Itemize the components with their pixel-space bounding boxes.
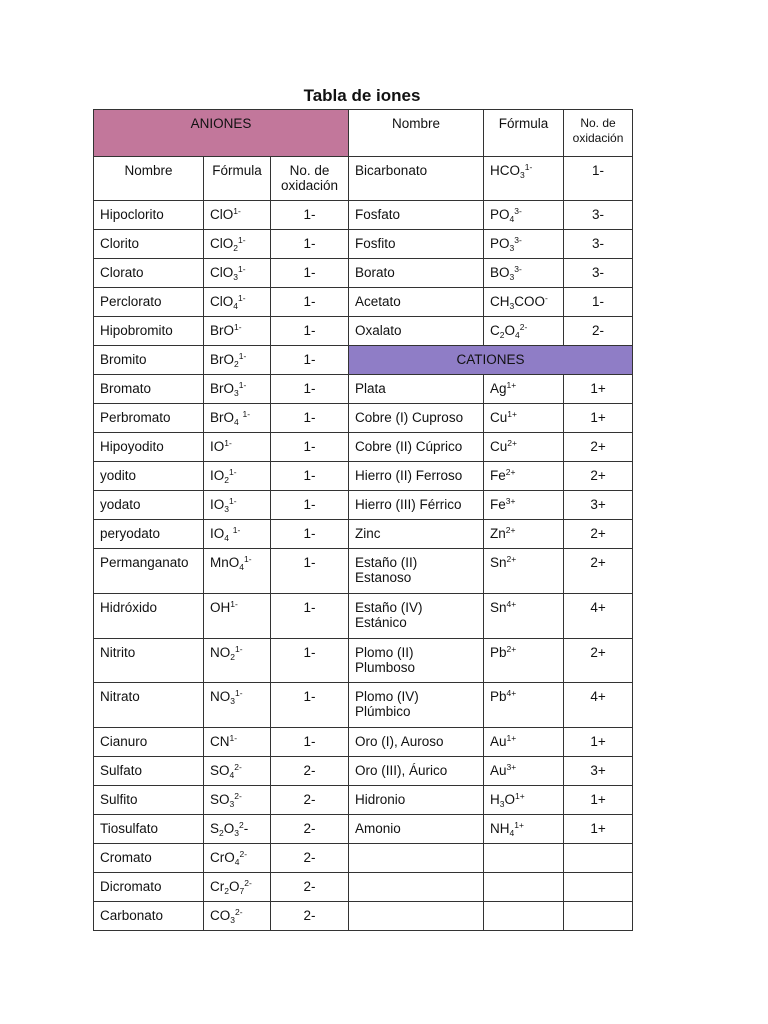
anion-name: Hipobromito	[94, 317, 204, 346]
anion-name: Borato	[349, 259, 484, 288]
table-row	[94, 346, 633, 375]
cation-name: Plata	[349, 375, 484, 404]
anion-oxidation: 3-	[564, 230, 633, 259]
cation-name: Cobre (I) Cuproso	[349, 404, 484, 433]
cation-name: Plomo (IV) Plúmbico	[349, 683, 484, 728]
anion-formula: $NO_3^{1-}$	[204, 683, 271, 728]
anion-oxidation: 1-	[271, 317, 349, 346]
cation-formula: $Ag^{1+}$	[484, 375, 564, 404]
anion-name: Carbonato	[94, 902, 204, 931]
anion-name: Bromito	[94, 346, 204, 375]
table-row	[94, 520, 633, 549]
anion-oxidation: 2-	[564, 317, 633, 346]
table-row	[94, 815, 633, 844]
empty-cell	[564, 902, 633, 931]
anion-oxidation: 1-	[271, 433, 349, 462]
empty-cell	[484, 902, 564, 931]
anion-oxidation: 1-	[271, 259, 349, 288]
cation-oxidation: 1+	[564, 375, 633, 404]
cation-oxidation: 1+	[564, 728, 633, 757]
table-row	[94, 259, 633, 288]
anion-formula: $IO_2^{1-}$	[204, 462, 271, 491]
table-row	[94, 549, 633, 594]
anion-oxidation: 1-	[271, 683, 349, 728]
anion-formula: CrO$_4^{2-}$	[204, 844, 271, 873]
cation-name: Oro (III), Áurico	[349, 757, 484, 786]
anion-oxidation: 2-	[271, 786, 349, 815]
anion-name: Tiosulfato	[94, 815, 204, 844]
anion-oxidation: 1-	[564, 288, 633, 317]
anion-name: Acetato	[349, 288, 484, 317]
anion-oxidation: 3-	[564, 259, 633, 288]
cation-name: Hidronio	[349, 786, 484, 815]
empty-cell	[564, 844, 633, 873]
anion-formula: $CH_3COO^-$	[484, 288, 564, 317]
anion-oxidation: 1-	[271, 346, 349, 375]
cation-oxidation: 2+	[564, 462, 633, 491]
cation-formula: $Pb^{4+}$	[484, 683, 564, 728]
anion-name: Oxalato	[349, 317, 484, 346]
anion-name: Hidróxido	[94, 594, 204, 639]
page-title: Tabla de iones	[303, 86, 421, 105]
anion-name: Perclorato	[94, 288, 204, 317]
anion-oxidation: 1-	[271, 520, 349, 549]
cation-oxidation: 2+	[564, 433, 633, 462]
cation-formula: $Fe^{3+}$	[484, 491, 564, 520]
cation-oxidation: 3+	[564, 757, 633, 786]
anion-formula: $CO_3^{2-}$	[204, 902, 271, 931]
anion-name: Fosfato	[349, 201, 484, 230]
anion-formula: MnO$_4^{1-}$	[204, 549, 271, 594]
table-row	[94, 201, 633, 230]
cation-formula: $Sn^{2+}$	[484, 549, 564, 594]
cation-formula: $Cu^{2+}$	[484, 433, 564, 462]
anion-oxidation: 3-	[564, 201, 633, 230]
anion-name: Hipoclorito	[94, 201, 204, 230]
anion-formula: BrO$^{1-}$	[204, 317, 271, 346]
table-row	[94, 462, 633, 491]
table-row	[94, 683, 633, 728]
anion-oxidation: 1-	[271, 728, 349, 757]
anion-oxidation: 2-	[271, 757, 349, 786]
anion-name: Permanganato	[94, 549, 204, 594]
cation-oxidation: 2+	[564, 520, 633, 549]
cation-name: Hierro (III) Férrico	[349, 491, 484, 520]
anion-formula: $HCO_3^{1-}$	[484, 157, 564, 201]
anion-formula: $BO_3^{3-}$	[484, 259, 564, 288]
empty-cell	[564, 873, 633, 902]
cation-formula: $Cu^{1+}$	[484, 404, 564, 433]
empty-cell	[484, 844, 564, 873]
anion-formula: BrO$_2^{1-}$	[204, 346, 271, 375]
anion-name: Nitrato	[94, 683, 204, 728]
empty-cell	[349, 844, 484, 873]
cation-oxidation: 4+	[564, 594, 633, 639]
cation-name: Estaño (IV) Estánico	[349, 594, 484, 639]
cationes-header: CATIONES	[349, 346, 633, 375]
anion-name: Hipoyodito	[94, 433, 204, 462]
anion-name: Clorito	[94, 230, 204, 259]
left-header-nombre: Nombre	[94, 157, 204, 201]
header-row-1	[94, 110, 633, 157]
anion-name: Cromato	[94, 844, 204, 873]
cation-oxidation: 3+	[564, 491, 633, 520]
anion-formula: $CN^{1-}$	[204, 728, 271, 757]
cation-oxidation: 2+	[564, 639, 633, 683]
anion-oxidation: 1-	[271, 375, 349, 404]
anion-oxidation: 1-	[271, 404, 349, 433]
anion-oxidation: 2-	[271, 844, 349, 873]
anion-name: Bicarbonato	[349, 157, 484, 201]
cation-name: Cobre (II) Cúprico	[349, 433, 484, 462]
anion-formula: ClO$_4^{1-}$	[204, 288, 271, 317]
right-header-oxidacion: No. de oxidación	[564, 110, 633, 157]
anion-oxidation: 2-	[271, 902, 349, 931]
anion-oxidation: 1-	[271, 549, 349, 594]
anion-formula: BrO$_3^{1-}$	[204, 375, 271, 404]
table-row	[94, 491, 633, 520]
cation-oxidation: 2+	[564, 549, 633, 594]
cation-formula: $Zn^{2+}$	[484, 520, 564, 549]
table-row	[94, 594, 633, 639]
anion-formula: $NO_2^{1-}$	[204, 639, 271, 683]
anion-name: Sulfito	[94, 786, 204, 815]
anion-name: Fosfito	[349, 230, 484, 259]
cation-formula: $H_3O^{1+}$	[484, 786, 564, 815]
anion-formula: $IO^{1-}$	[204, 433, 271, 462]
cation-formula: $Au^{1+}$	[484, 728, 564, 757]
anion-formula: BrO$_4$ $^{1-}$	[204, 404, 271, 433]
anion-formula: $PO_3^{3-}$	[484, 230, 564, 259]
left-header-formula: Fórmula	[204, 157, 271, 201]
anion-oxidation: 1-	[271, 201, 349, 230]
table-row	[94, 288, 633, 317]
anion-oxidation: 1-	[271, 639, 349, 683]
table-row	[94, 639, 633, 683]
cation-name: Hierro (II) Ferroso	[349, 462, 484, 491]
anion-name: Sulfato	[94, 757, 204, 786]
empty-cell	[484, 873, 564, 902]
cation-formula: $Au^{3+}$	[484, 757, 564, 786]
cation-oxidation: 1+	[564, 786, 633, 815]
header-row-2	[94, 157, 633, 201]
anion-oxidation: 1-	[271, 230, 349, 259]
cation-name: Plomo (II) Plumboso	[349, 639, 484, 683]
cation-name: Oro (I), Auroso	[349, 728, 484, 757]
left-header-oxidacion: No. de oxidación	[271, 157, 349, 201]
cation-formula: $Fe^{2+}$	[484, 462, 564, 491]
aniones-header: ANIONES	[94, 110, 349, 157]
cation-oxidation: 1+	[564, 404, 633, 433]
cation-oxidation: 1+	[564, 815, 633, 844]
anion-oxidation: 1-	[564, 157, 633, 201]
cation-formula: $Sn^{4+}$	[484, 594, 564, 639]
anion-formula: $SO_3^{2-}$	[204, 786, 271, 815]
table-row	[94, 902, 633, 931]
cation-name: Amonio	[349, 815, 484, 844]
anion-name: yodito	[94, 462, 204, 491]
cation-name: Estaño (II) Estanoso	[349, 549, 484, 594]
table-row	[94, 873, 633, 902]
cation-formula: $NH_4^{1+}$	[484, 815, 564, 844]
anion-oxidation: 1-	[271, 594, 349, 639]
ion-table	[93, 109, 633, 931]
table-row	[94, 728, 633, 757]
anion-name: Dicromato	[94, 873, 204, 902]
cation-formula: $Pb^{2+}$	[484, 639, 564, 683]
anion-name: peryodato	[94, 520, 204, 549]
anion-name: Bromato	[94, 375, 204, 404]
table-row	[94, 404, 633, 433]
anion-oxidation: 1-	[271, 491, 349, 520]
table-row	[94, 433, 633, 462]
anion-formula: $IO_3^{1-}$	[204, 491, 271, 520]
anion-name: Clorato	[94, 259, 204, 288]
anion-name: Nitrito	[94, 639, 204, 683]
anion-name: yodato	[94, 491, 204, 520]
anion-formula: $SO_4^{2-}$	[204, 757, 271, 786]
table-row	[94, 844, 633, 873]
anion-oxidation: 1-	[271, 288, 349, 317]
anion-formula: $OH^{1-}$	[204, 594, 271, 639]
right-header-nombre: Nombre	[349, 110, 484, 157]
table-row	[94, 375, 633, 404]
table-row	[94, 757, 633, 786]
anion-oxidation: 2-	[271, 815, 349, 844]
empty-cell	[349, 873, 484, 902]
anion-formula: ClO$_3^{1-}$	[204, 259, 271, 288]
table-row	[94, 230, 633, 259]
anion-oxidation: 2-	[271, 873, 349, 902]
cation-name: Zinc	[349, 520, 484, 549]
anion-name: Perbromato	[94, 404, 204, 433]
empty-cell	[349, 902, 484, 931]
anion-oxidation: 1-	[271, 462, 349, 491]
anion-formula: $IO_4$ $^{1-}$	[204, 520, 271, 549]
anion-formula: ClO$^{1-}$	[204, 201, 271, 230]
table-row	[94, 317, 633, 346]
anion-formula: ClO$_2^{1-}$	[204, 230, 271, 259]
cation-oxidation: 4+	[564, 683, 633, 728]
right-header-formula: Fórmula	[484, 110, 564, 157]
anion-formula: $Cr_2O_7^{2-}$	[204, 873, 271, 902]
anion-formula: $C_2O_4^{2-}$	[484, 317, 564, 346]
anion-formula: $S_2O_3^2-$	[204, 815, 271, 844]
table-row	[94, 786, 633, 815]
anion-formula: $PO_4^{3-}$	[484, 201, 564, 230]
anion-name: Cianuro	[94, 728, 204, 757]
